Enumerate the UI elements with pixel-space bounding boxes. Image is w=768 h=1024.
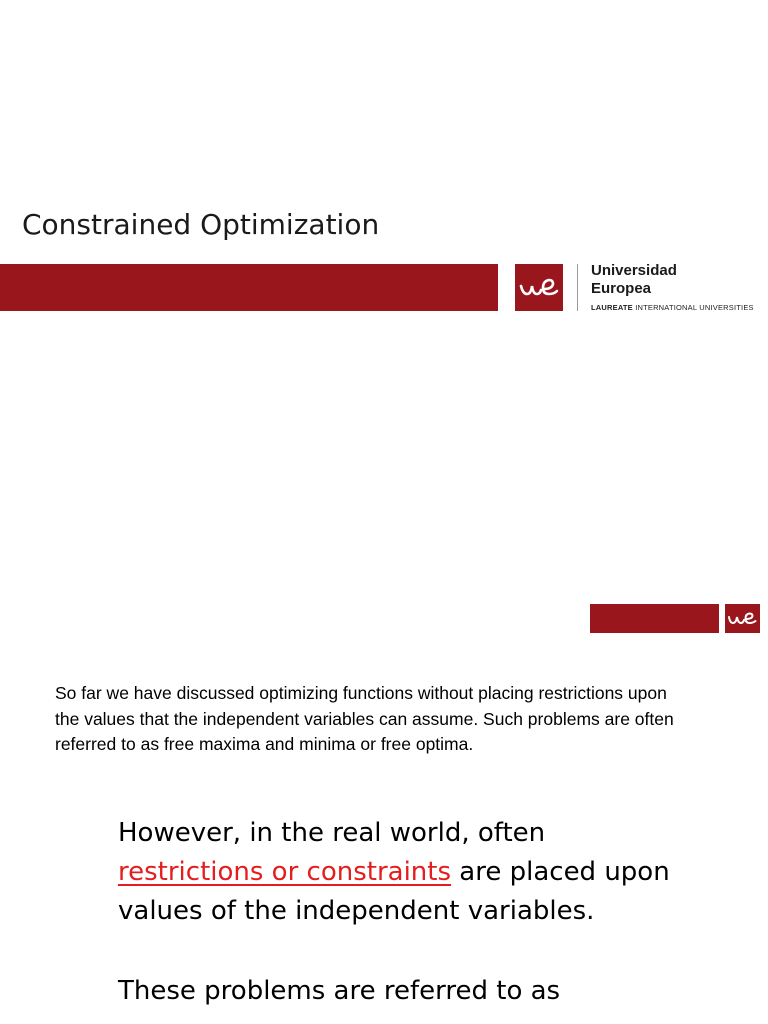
slide-title: Constrained Optimization — [22, 208, 380, 241]
referred-paragraph: These problems are referred to as — [118, 976, 561, 1006]
para1-before: However, in the real world, often — [118, 818, 546, 848]
main-text — [118, 814, 748, 1011]
tagline-bold: LAUREATE — [591, 303, 633, 312]
title-banner-bar — [0, 264, 498, 311]
para1-after: are placed upon values of the independent variables. — [118, 857, 670, 926]
ue-logo-icon — [515, 264, 563, 311]
intro-paragraph: So far we have discussed optimizing functions without placing restrictions upon the values that the independent variables can assume. Such problems are often referred to as free maxima and minima or free optima. — [55, 683, 674, 754]
constraints-paragraph — [118, 814, 748, 931]
university-name-line2: Europea — [591, 280, 652, 297]
constraints-highlight: restrictions or constraints — [118, 857, 452, 887]
university-name-line1: Universidad — [591, 262, 677, 279]
logo-divider — [577, 264, 578, 311]
tagline-rest: INTERNATIONAL UNIVERSITIES — [635, 303, 754, 312]
ue-small-logo-icon — [725, 604, 760, 633]
footer-banner-bar — [590, 604, 719, 633]
university-name — [591, 262, 677, 298]
university-tagline — [591, 303, 754, 312]
